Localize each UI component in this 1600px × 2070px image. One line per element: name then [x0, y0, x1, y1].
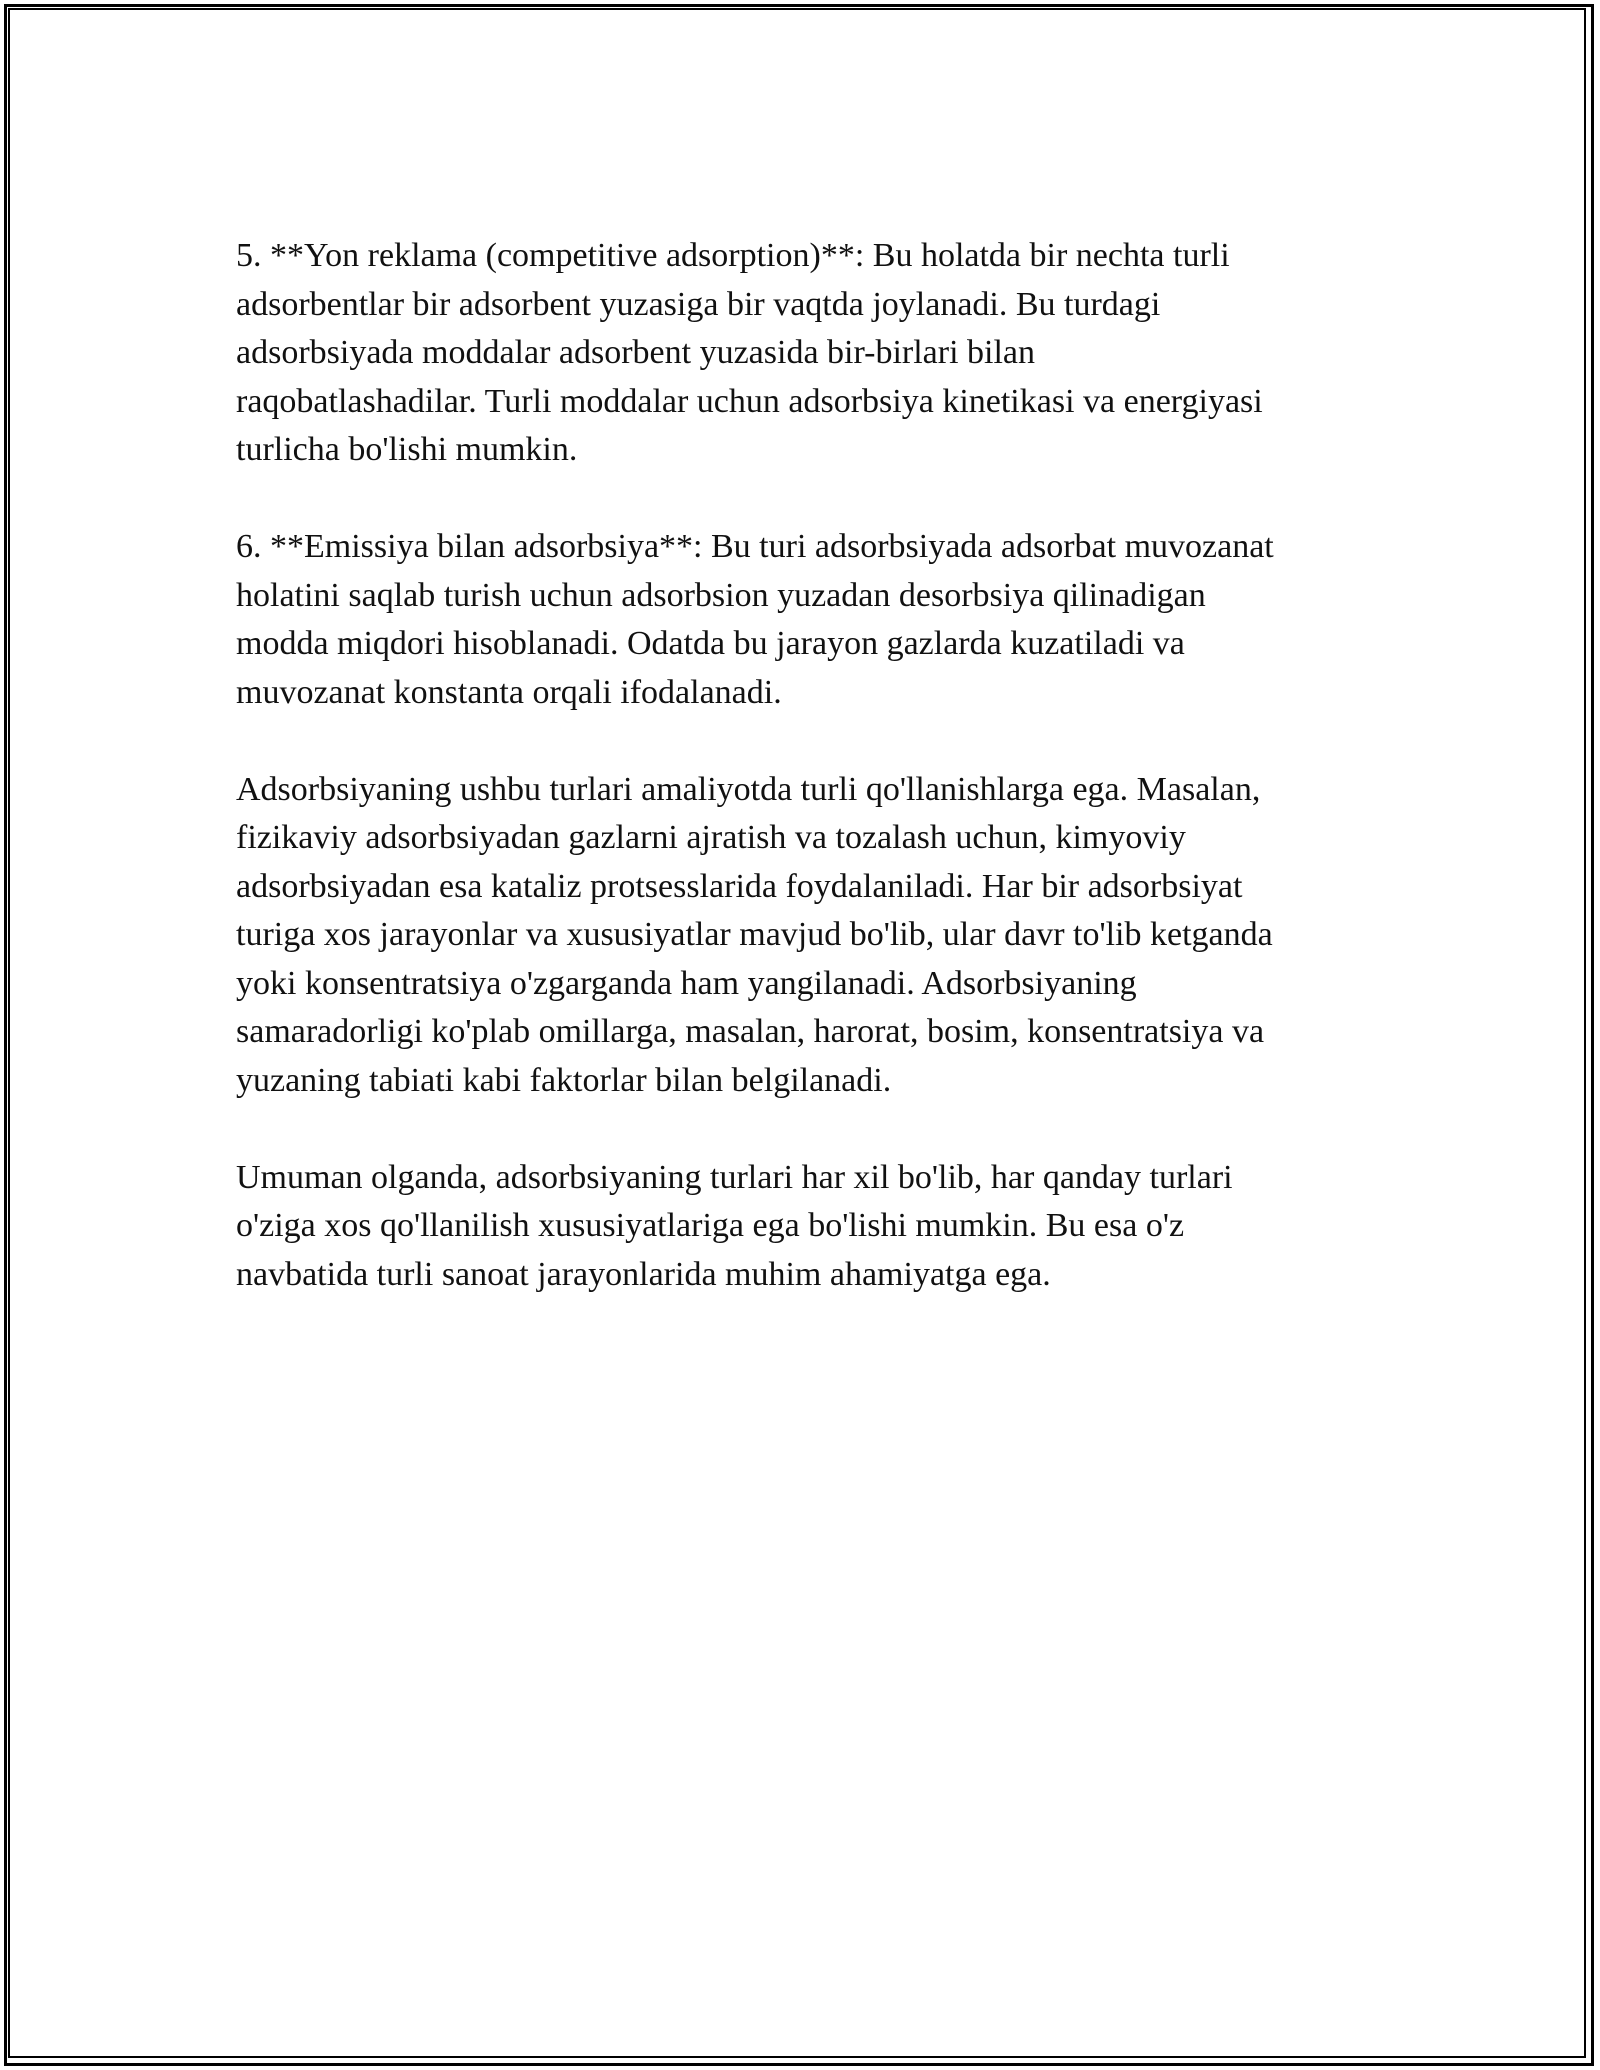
text-line: fizikaviy adsorbsiyadan gazlarni ajratish va tozalash uchun, kimyoviy	[236, 819, 1186, 856]
text-line: Adsorbsiyaning ushbu turlari amaliyotda turli qo'llanishlarga ega. Masalan,	[236, 770, 1261, 808]
text-line: samaradorligi ko'plab omillarga, masalan, harorat, bosim, konsentratsiya va	[236, 1013, 1265, 1050]
text-line: yuzaning tabiati kabi faktorlar bilan belgilanadi.	[236, 1061, 892, 1099]
text-line: 5. **Yon reklama (competitive adsorption)**: Bu holatda bir nechta turli	[236, 237, 1230, 274]
text-line: turiga xos jarayonlar va xususiyatlar mavjud bo'lib, ular davr to'lib ketganda	[236, 916, 1273, 953]
text-line: navbatida turli sanoat jarayonlarida muhim ahamiyatga ega.	[236, 1255, 1051, 1293]
paragraph-emission-adsorption	[236, 523, 1396, 717]
text-line: adsorbsiyadan esa kataliz protsesslarida foydalaniladi. Har bir adsorbsiyat	[236, 867, 1243, 905]
text-line: holatini saqlab turish uchun adsorbsion yuzadan desorbsiya qilinadigan	[236, 576, 1206, 614]
paragraph-conclusion	[236, 1154, 1396, 1300]
text-line: o'ziga xos qo'llanilish xususiyatlariga ega bo'lishi mumkin. Bu esa o'z	[236, 1207, 1185, 1244]
text-line: turlicha bo'lishi mumkin.	[236, 431, 578, 468]
text-line: raqobatlashadilar. Turli moddalar uchun adsorbsiya kinetikasi va energiyasi	[236, 382, 1263, 420]
text-line: yoki konsentratsiya o'zgarganda ham yangilanadi. Adsorbsiyaning	[236, 964, 1137, 1002]
text-line: modda miqdori hisoblanadi. Odatda bu jarayon gazlarda kuzatiladi va	[236, 625, 1185, 662]
document-body	[236, 232, 1396, 1348]
text-line: adsorbentlar bir adsorbent yuzasiga bir vaqtda joylanadi. Bu turdagi	[236, 285, 1161, 323]
paragraph-competitive-adsorption	[236, 232, 1396, 475]
text-line: muvozanat konstanta orqali ifodalanadi.	[236, 673, 782, 711]
text-line: adsorbsiyada moddalar adsorbent yuzasida bir-birlari bilan	[236, 334, 1035, 371]
text-line: 6. **Emissiya bilan adsorbsiya**: Bu turi adsorbsiyada adsorbat muvozanat	[236, 528, 1274, 565]
text-line: Umuman olganda, adsorbsiyaning turlari har xil bo'lib, har qanday turlari	[236, 1158, 1233, 1196]
paragraph-applications	[236, 766, 1396, 1106]
